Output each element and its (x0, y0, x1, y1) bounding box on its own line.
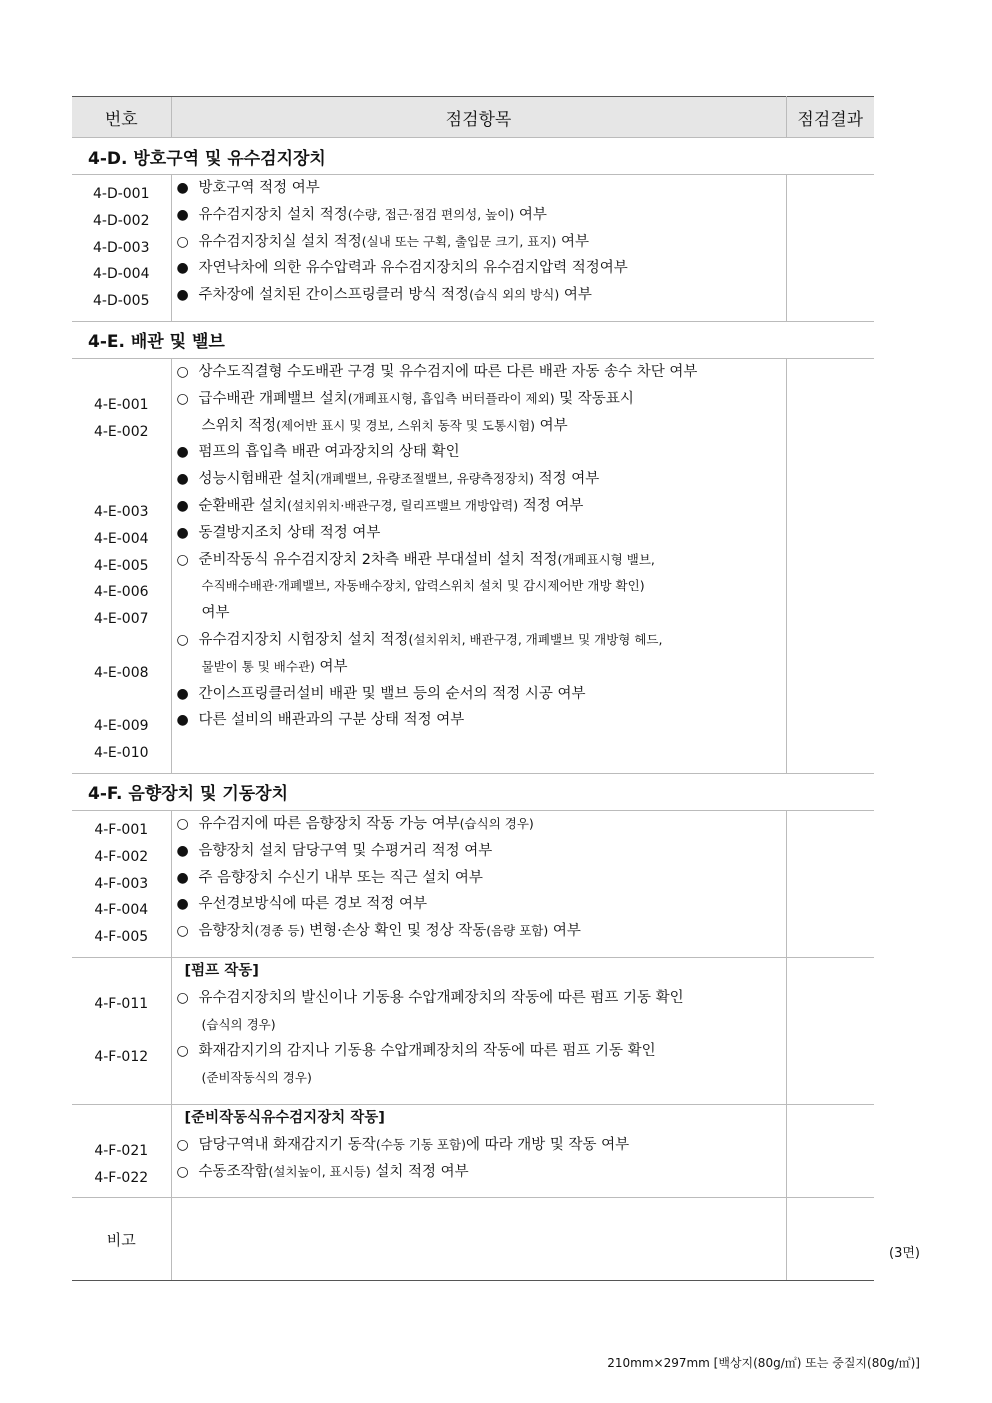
code: 4-F-021 (94, 1142, 149, 1159)
section-d-codes (72, 175, 171, 322)
result-cell[interactable] (786, 1104, 874, 1197)
filled-bullet-icon: ● (176, 206, 189, 223)
list-item: ● 음향장치 설치 담당구역 및 수평거리 적정 여부 (177, 838, 782, 865)
code: 4-D-001 (92, 186, 150, 202)
subheading-pump: [펌프 작동] (184, 962, 259, 979)
section-f-items-3 (171, 1104, 786, 1197)
section-d-items (171, 175, 786, 322)
section-d-row (72, 138, 874, 175)
remark-field[interactable] (171, 1198, 786, 1281)
section-f-body-3 (72, 1104, 874, 1197)
code: 4-E-002 (93, 423, 149, 440)
code: 4-D-005 (92, 293, 150, 310)
list-item: ○ 유수검지장치의 발신이나 기동용 수압개폐장치의 작동에 따른 펌프 기동 확인 (177, 985, 782, 1012)
open-bullet-icon: ○ (176, 1163, 189, 1180)
code: 4-E-007 (93, 611, 149, 628)
inspection-table (72, 96, 874, 1281)
filled-bullet-icon: ● (176, 444, 189, 461)
list-item: ○ 유수검지에 따른 음향장치 작동 가능 여부(습식의 경우) (177, 811, 782, 838)
list-item-continuation: 물받이 통 및 배수관) 여부 (201, 658, 348, 675)
list-item: ○ 준비작동식 유수검지장치 2차측 배관 부대설비 설치 적정(개폐표시형 밸브, (177, 547, 782, 574)
open-bullet-icon: ○ (176, 631, 189, 648)
section-f-row (72, 773, 874, 810)
section-e-items (171, 358, 786, 773)
section-f-codes-2 (72, 957, 171, 1104)
list-item: ○ 담당구역내 화재감지기 동작(수동 기동 포함)에 따라 개방 및 작동 여부 (177, 1132, 782, 1159)
code: 4-D-004 (92, 266, 150, 283)
list-item: ● 다른 설비의 배관과의 구분 상태 적정 여부 (177, 707, 782, 734)
section-e-codes (72, 358, 171, 773)
filled-bullet-icon: ● (176, 180, 189, 196)
header-number: 번호 (72, 97, 171, 138)
open-bullet-icon: ○ (176, 390, 189, 407)
code: 4-E-010 (93, 745, 149, 762)
code: 4-F-001 (94, 821, 149, 838)
section-e-body (72, 358, 874, 773)
code: 4-D-003 (92, 239, 150, 256)
section-f-codes-3 (72, 1104, 171, 1197)
section-f-items-1 (171, 810, 786, 957)
list-item: ● 자연낙차에 의한 유수압력과 유수검지장치의 유수검지압력 적정여부 (177, 255, 782, 282)
list-item: ● 성능시험배관 설치(개폐밸브, 유량조절밸브, 유량측정장치) 적정 여부 (177, 466, 782, 493)
filled-bullet-icon: ● (176, 712, 189, 729)
list-item-continuation: (준비작동식의 경우) (201, 1070, 312, 1086)
filled-bullet-icon: ● (176, 869, 189, 886)
code: 4-D-002 (92, 212, 150, 229)
filled-bullet-icon: ● (176, 896, 189, 913)
table-header (72, 97, 874, 138)
open-bullet-icon: ○ (176, 815, 189, 832)
list-item: ● 동결방지조치 상태 적정 여부 (177, 520, 782, 547)
list-item: ○ 음향장치(경종 등) 변형·손상 확인 및 정상 작동(음량 포함) 여부 (177, 918, 782, 945)
list-item: ○ 수동조작함(설치높이, 표시등) 설치 적정 여부 (177, 1159, 782, 1186)
filled-bullet-icon: ● (176, 471, 189, 488)
filled-bullet-icon: ● (176, 685, 189, 702)
section-d-body (72, 175, 874, 322)
remark-field-end (786, 1198, 874, 1281)
list-item: ○ 급수배관 개폐밸브 설치(개폐표시형, 흡입측 버터플라이 제외) 및 작동표시 (177, 386, 782, 413)
list-item: ● 펌프의 흡입측 배관 여과장치의 상태 확인 (177, 439, 782, 466)
code: 4-E-009 (93, 718, 149, 735)
code: 4-F-011 (94, 995, 149, 1012)
section-f-codes-1 (72, 810, 171, 957)
code: 4-F-022 (94, 1169, 149, 1186)
filled-bullet-icon: ● (176, 842, 189, 859)
filled-bullet-icon: ● (176, 287, 189, 304)
header-result: 점검결과 (786, 97, 874, 138)
code: 4-E-008 (93, 664, 149, 681)
filled-bullet-icon: ● (176, 260, 189, 277)
remark-row (72, 1198, 874, 1281)
open-bullet-icon: ○ (176, 551, 189, 568)
result-cell[interactable] (786, 957, 874, 1104)
list-item: ● 유수검지장치 설치 적정(수량, 접근·점검 편의성, 높이) 여부 (177, 202, 782, 229)
open-bullet-icon: ○ (176, 233, 189, 250)
code: 4-E-003 (93, 503, 149, 520)
list-item: ● 주 음향장치 수신기 내부 또는 직근 설치 여부 (177, 865, 782, 892)
code: 4-E-001 (93, 396, 149, 413)
page-number: (3면) (889, 1246, 920, 1261)
open-bullet-icon: ○ (176, 989, 189, 1006)
list-item: ● 방호구역 적정 여부 (177, 175, 782, 202)
list-item-continuation: 여부 (201, 605, 230, 622)
result-cell[interactable] (786, 175, 874, 322)
list-item: ● 주차장에 설치된 간이스프링클러 방식 적정(습식 외의 방식) 여부 (177, 282, 782, 309)
code: 4-F-004 (94, 902, 149, 919)
result-cell[interactable] (786, 358, 874, 773)
list-item-continuation: 수직배수배관·개폐밸브, 자동배수장치, 압력스위치 설치 및 감시제어반 개방 확인) (201, 578, 645, 594)
list-item: ○ 유수검지장치 시험장치 설치 적정(설치위치, 배관구경, 개폐밸브 및 개방형 헤드, (177, 627, 782, 654)
result-cell[interactable] (786, 810, 874, 957)
list-item: ○ 상수도직결형 수도배관 구경 및 유수검지에 따른 다른 배관 자동 송수 차단 여부 (177, 359, 782, 386)
section-f-title: 4-F. 음향장치 및 기동장치 (72, 773, 874, 810)
code: 4-F-002 (94, 848, 149, 865)
section-d-title: 4-D. 방호구역 및 유수검지장치 (72, 138, 874, 175)
list-item: ● 순환배관 설치(설치위치·배관구경, 릴리프밸브 개방압력) 적정 여부 (177, 493, 782, 520)
open-bullet-icon: ○ (176, 923, 189, 940)
open-bullet-icon: ○ (176, 1136, 189, 1153)
list-item: ● 우선경보방식에 따른 경보 적정 여부 (177, 891, 782, 918)
open-bullet-icon: ○ (176, 363, 189, 380)
code: 4-E-004 (93, 530, 149, 547)
code: 4-E-006 (93, 584, 149, 601)
section-e-title: 4-E. 배관 및 밸브 (72, 321, 874, 358)
section-f-body-1 (72, 810, 874, 957)
list-item: ● 간이스프링클러설비 배관 및 밸브 등의 순서의 적정 시공 여부 (177, 681, 782, 708)
filled-bullet-icon: ● (176, 497, 189, 514)
subheading-preaction: [준비작동식유수검지장치 작동] (184, 1109, 385, 1126)
code: 4-F-003 (94, 875, 149, 892)
code: 4-F-012 (94, 1049, 149, 1066)
filled-bullet-icon: ● (176, 524, 189, 541)
inspection-table-sheet (72, 96, 874, 1281)
code: 4-F-005 (94, 929, 149, 946)
code: 4-E-005 (93, 557, 149, 574)
list-item: ○ 화재감지기의 감지나 기동용 수압개폐장치의 작동에 따른 펌프 기동 확인 (177, 1038, 782, 1065)
open-bullet-icon: ○ (176, 1043, 189, 1060)
section-f-body-2 (72, 957, 874, 1104)
header-item: 점검항목 (171, 97, 786, 138)
section-e-row (72, 321, 874, 358)
remark-label: 비고 (72, 1198, 171, 1281)
list-item-continuation: (습식의 경우) (201, 1016, 276, 1032)
section-f-items-2 (171, 957, 786, 1104)
list-item-continuation: 스위치 적정(제어반 표시 및 경보, 스위치 동작 및 도통시험) 여부 (201, 417, 568, 434)
list-item: ○ 유수검지장치실 설치 적정(실내 또는 구획, 출입문 크기, 표지) 여부 (177, 229, 782, 256)
paper-spec: 210mm×297mm [백상지(80g/㎡) 또는 중질지(80g/㎡)] (607, 1356, 920, 1370)
